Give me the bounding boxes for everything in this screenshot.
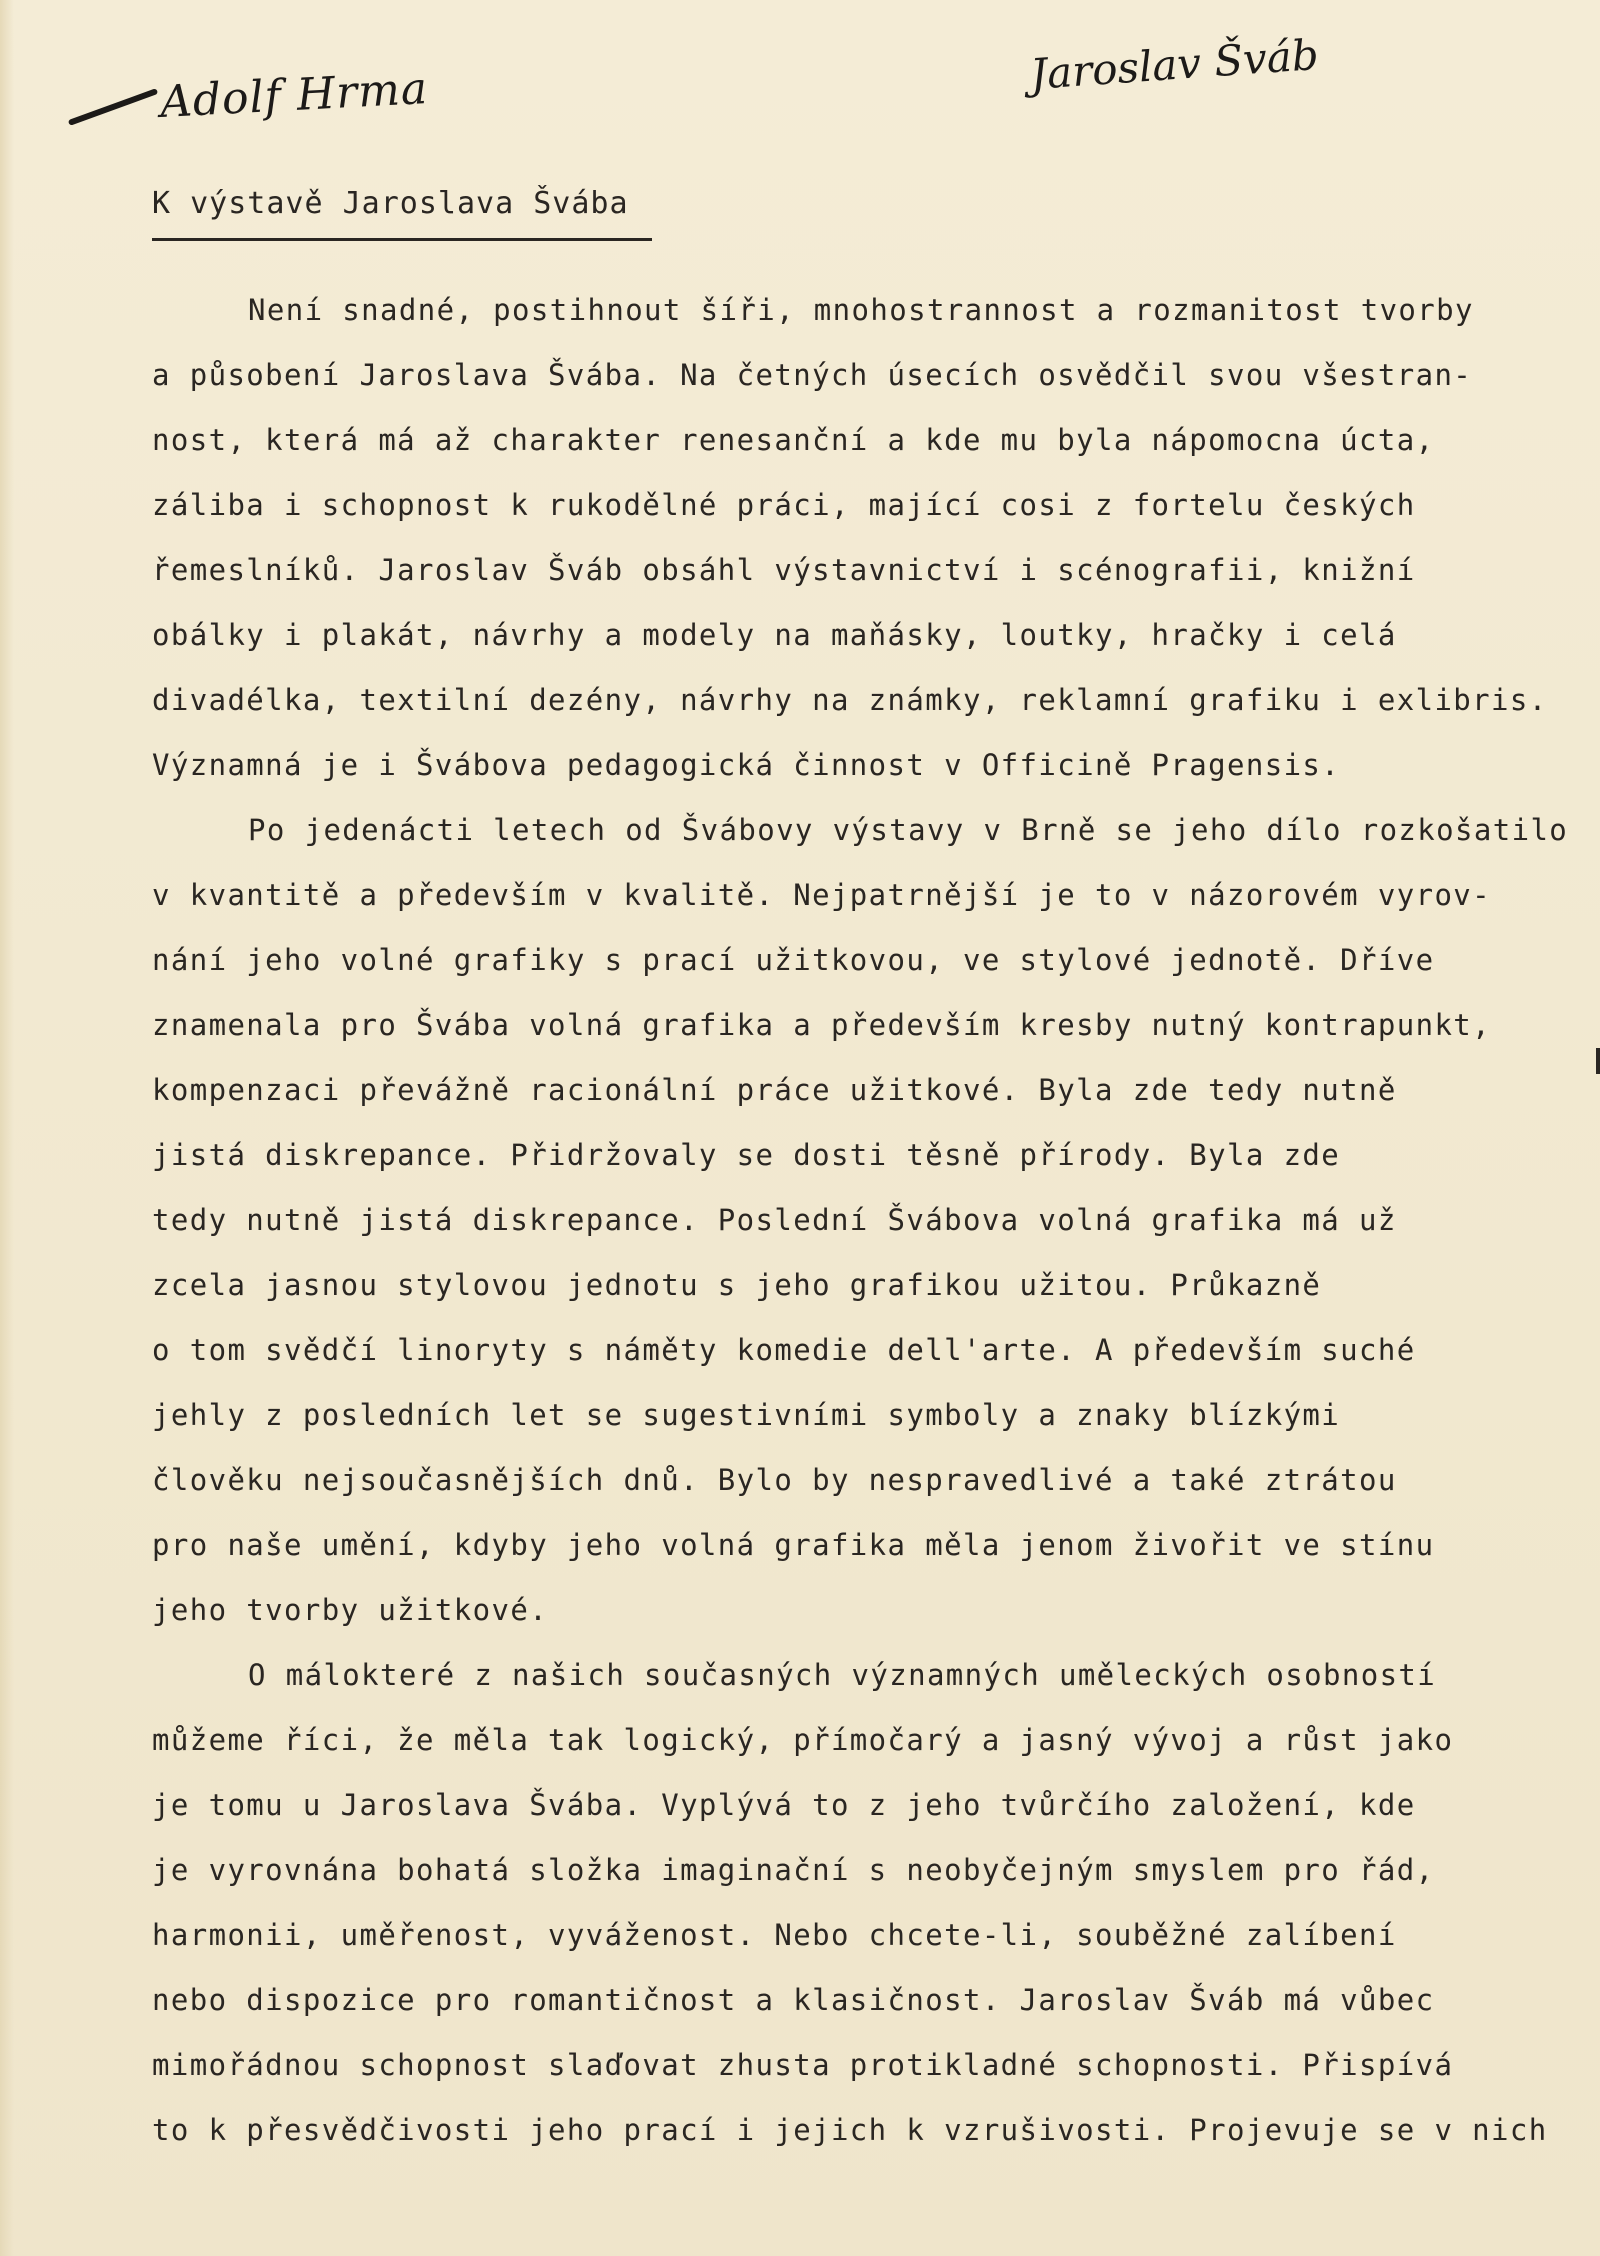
text-line: tedy nutně jistá diskrepance. Poslední Švábova volná grafika má už [152,1203,1397,1237]
text-line: nání jeho volné grafiky s prací užitkovou, ve stylové jednotě. Dříve [152,943,1435,977]
handwritten-dash-mark [68,88,158,126]
text-line: to k přesvědčivosti jeho prací i jejich k vzrušivosti. Projevuje se v nich [152,2113,1548,2147]
title-underline [152,238,652,241]
handwritten-top-note: Jaroslav Šváb [1028,29,1321,100]
text-line: jehly z posledních let se sugestivními symboly a znaky blízkými [152,1398,1341,1432]
text-line: je tomu u Jaroslava Švába. Vyplývá to z jeho tvůrčího založení, kde [152,1788,1416,1822]
text-line: Po jedenácti letech od Švábovy výstavy v Brně se jeho dílo rozkošatilo [248,813,1569,847]
text-line: v kvantitě a především v kvalitě. Nejpatrnější je to v názorovém vyrov- [152,878,1492,912]
edge-mark [1596,1064,1600,1070]
text-line: mimořádnou schopnost slaďovat zhusta protikladné schopnosti. Přispívá [152,2048,1454,2082]
text-line: můžeme říci, že měla tak logický, přímočarý a jasný vývoj a růst jako [152,1723,1454,1757]
text-line: O málokteré z našich současných významných uměleckých osobností [248,1658,1437,1692]
text-line: jeho tvorby užitkové. [152,1593,549,1627]
text-line: pro naše umění, kdyby jeho volná grafika měla jenom živořit ve stínu [152,1528,1435,1562]
text-line: divadélka, textilní dezény, návrhy na známky, reklamní grafiku i exlibris. [152,683,1548,717]
text-line: záliba i schopnost k rukodělné práci, mající cosi z fortelu českých [152,488,1416,522]
paper-edge-shadow [0,0,14,2256]
text-line: harmonii, uměřenost, vyváženost. Nebo chcete-li, souběžné zalíbení [152,1918,1397,1952]
text-line: a působení Jaroslava Švába. Na četných úsecích osvědčil svou všestran- [152,358,1473,392]
text-line: jistá diskrepance. Přidržovaly se dosti těsně přírody. Byla zde [152,1138,1341,1172]
document-title: K výstavě Jaroslava Švába [152,186,629,221]
text-line: Významná je i Švábova pedagogická činnost v Officině Pragensis. [152,748,1341,782]
text-line: nost, která má až charakter renesanční a kde mu byla nápomocna úcta, [152,423,1435,457]
text-line: o tom svědčí linoryty s náměty komedie dell'arte. A především suché [152,1333,1416,1367]
document-body [152,278,1569,2163]
text-line: nebo dispozice pro romantičnost a klasičnost. Jaroslav Šváb má vůbec [152,1983,1435,2017]
text-line: řemeslníků. Jaroslav Šváb obsáhl výstavnictví i scénografii, knižní [152,553,1416,587]
text-line: člověku nejsoučasnějších dnů. Bylo by nespravedlivé a také ztrátou [152,1463,1397,1497]
text-line: kompenzaci převážně racionální práce užitkové. Byla zde tedy nutně [152,1073,1397,1107]
text-line: obálky i plakát, návrhy a modely na maňásky, loutky, hračky i celá [152,618,1397,652]
text-line: Není snadné, postihnout šíři, mnohostrannost a rozmanitost tvorby [248,293,1474,327]
handwritten-author-name: Adolf Hrma [158,63,430,128]
edge-mark [1596,1048,1600,1074]
text-line: znamenala pro Švába volná grafika a především kresby nutný kontrapunkt, [152,1008,1492,1042]
text-line: je vyrovnána bohatá složka imaginační s neobyčejným smyslem pro řád, [152,1853,1435,1887]
text-line: zcela jasnou stylovou jednotu s jeho grafikou užitou. Průkazně [152,1268,1322,1302]
